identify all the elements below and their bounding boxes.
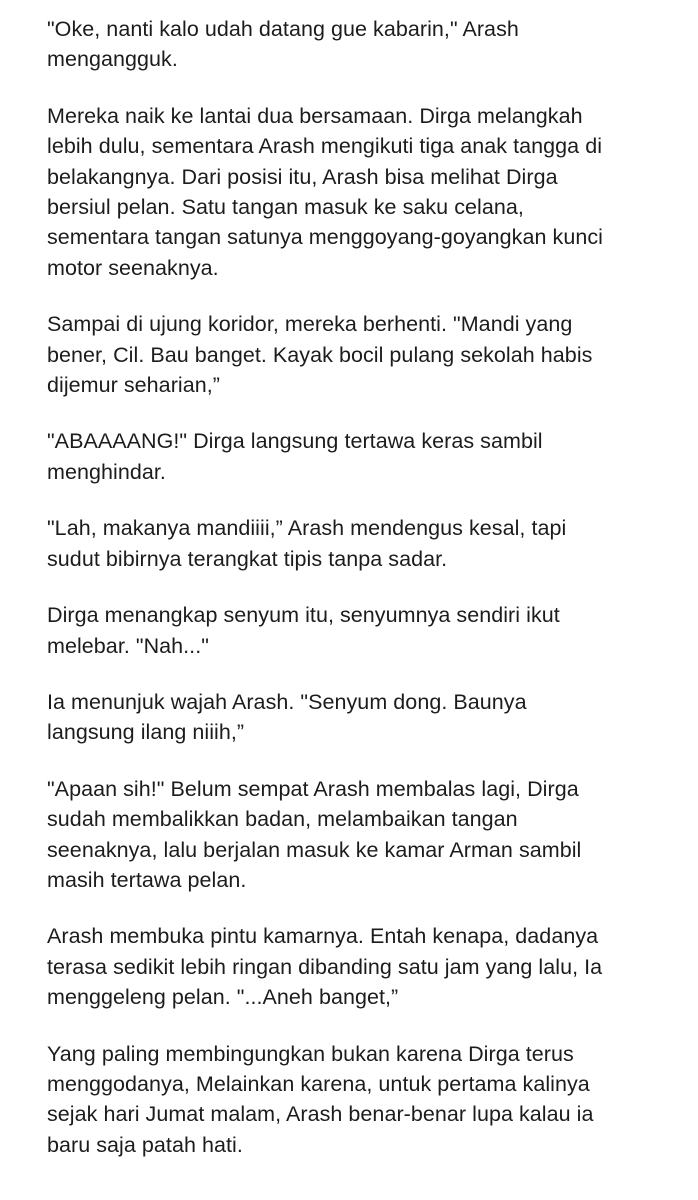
paragraph: "ABAAAANG!" Dirga langsung tertawa keras sambil menghindar.: [47, 429, 543, 484]
paragraph: Mereka naik ke lantai dua bersamaan. Dirga melangkah lebih dulu, sementara Arash mengikuti tiga anak tangga di belakangnya. Dari posisi itu, Arash bisa melihat Dirga bersiul pelan. Satu tangan masuk ke saku celana, sementara tangan satunya menggoyang-goyangkan kunci motor seenaknya.: [47, 103, 603, 280]
paragraph: "Lah, makanya mandiiii,” Arash mendengus kesal, tapi sudut bibirnya terangkat tipis tanpa sadar.: [47, 516, 567, 571]
paragraph: "Oke, nanti kalo udah datang gue kabarin," Arash mengangguk.: [47, 17, 519, 72]
paragraph: "Apaan sih!" Belum sempat Arash membalas lagi, Dirga sudah membalikkan badan, melambaikan tangan seenaknya, lalu berjalan masuk ke kamar Arman sambil masih tertawa pelan.: [47, 776, 582, 892]
paragraph: Dirga menangkap senyum itu, senyumnya sendiri ikut melebar. "Nah...": [47, 603, 560, 658]
paragraph: Sampai di ujung koridor, mereka berhenti. "Mandi yang bener, Cil. Bau banget. Kayak bocil pulang sekolah habis dijemur seharian,”: [47, 312, 593, 398]
story-text: [47, 14, 687, 1186]
paragraph: Ia menunjuk wajah Arash. "Senyum dong. Baunya langsung ilang niiih,”: [47, 689, 527, 745]
paragraph: Yang paling membingungkan bukan karena Dirga terus menggodanya, Melainkan karena, untuk pertama kalinya sejak hari Jumat malam, Arash benar-benar lupa kalau ia baru saja patah hati.: [47, 1041, 594, 1157]
paragraph: Arash membuka pintu kamarnya. Entah kenapa, dadanya terasa sedikit lebih ringan dibanding satu jam yang lalu, Ia menggeleng pelan. "...Aneh banget,”: [47, 924, 603, 1010]
